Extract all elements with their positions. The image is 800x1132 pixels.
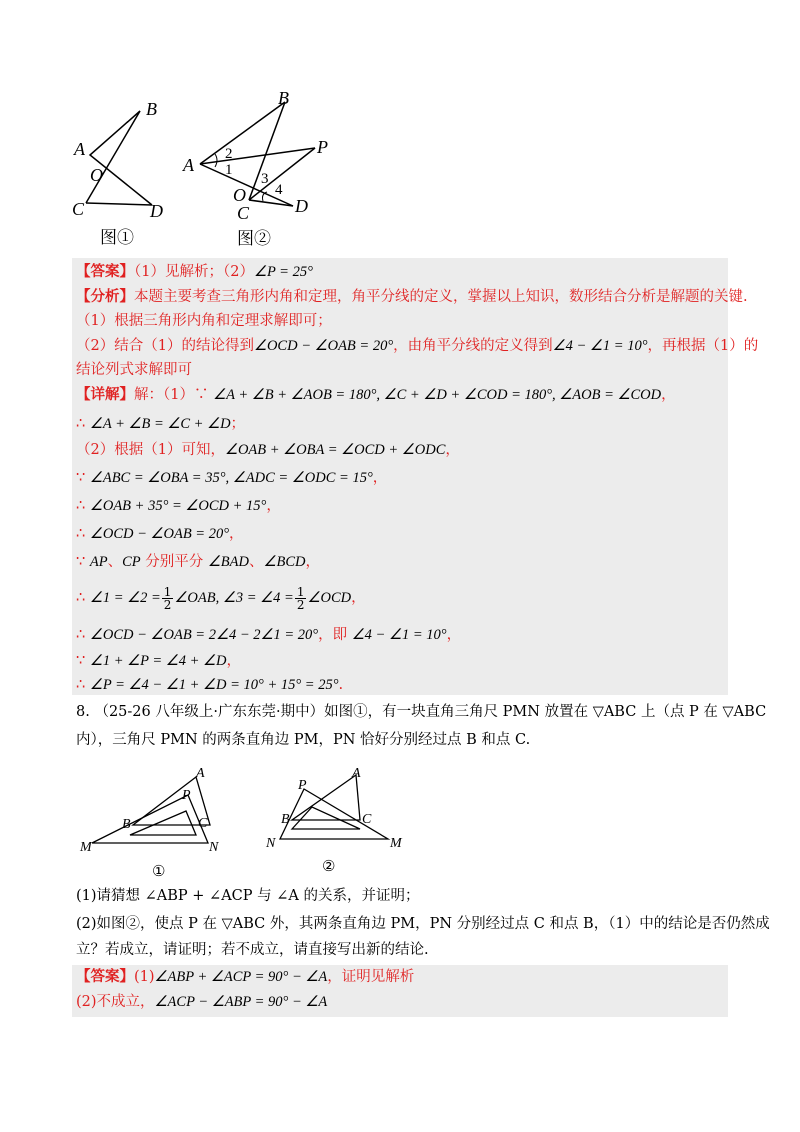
fig2-label-P: P — [317, 137, 328, 157]
detail-line-11: ∴ ∠P = ∠4 − ∠1 + ∠D = 10° + 15° = 25°. — [76, 677, 344, 693]
detail-line-1: 【详解】解：（1）∵ ∠A + ∠B + ∠AOB = 180°, ∠C + ∠D + ∠COD = 180°, ∠AOB = ∠COD， — [76, 386, 676, 403]
fig1-label-D: D — [150, 201, 163, 221]
q8-figure-2-drawing — [264, 765, 414, 875]
fig2-label-D: D — [295, 196, 308, 216]
q8f2-label-B: B — [281, 812, 290, 827]
question8-line2: 内），三角尺 PMN 的两条直角边 PM，PN 恰好分别经过点 B 和点 C. — [76, 732, 531, 748]
fig2-angle-1: 1 — [225, 162, 233, 178]
figure-2-top — [175, 88, 355, 253]
q8f1-label-B: B — [122, 817, 131, 832]
analysis-text: 本题主要考查三角形内角和定理，角平分线的定义，掌握以上知识，数形结合分析是解题的关键. — [134, 289, 748, 305]
q8f2-label-M: M — [390, 836, 402, 851]
q8f1-label-N: N — [209, 840, 219, 855]
detail-line-10: ∵ ∠1 + ∠P = ∠4 + ∠D， — [76, 653, 242, 669]
detail-line-7: ∵ AP、CP 分别平分 ∠BAD、∠BCD， — [76, 554, 320, 570]
q8-figure-2 — [264, 765, 414, 875]
q8-fig1-caption: ① — [152, 862, 166, 880]
detail-line-9: ∴ ∠OCD − ∠OAB = 2∠4 − 2∠1 = 20°，即 ∠4 − ∠1 = 10°， — [76, 627, 462, 643]
answer-tag: 【答案】 — [76, 263, 134, 280]
question8-part2a: (2)如图②，使点 P 在 ▽ABC 外，其两条直角边 PM，PN 分别经过点 C 和点 B，（1）中的结论是否仍然成 — [76, 916, 770, 932]
q8f2-label-C: C — [362, 812, 372, 827]
fraction-half-1: $\frac{1}{2}$ — [163, 584, 172, 612]
q8-figure-1-drawing — [78, 765, 228, 875]
question8-line1: 8. （25-26 八年级上·广东东莞·期中）如图①，有一块直角三角尺 PMN 放置在 ▽ABC 上（点 P 在 ▽ABC — [76, 704, 767, 720]
question8-part2b: 立？若成立，请证明；若不成立，请直接写出新的结论. — [76, 942, 429, 958]
fig2-label-B: B — [278, 88, 289, 108]
detail-line-8: ∴ ∠1 = ∠2 = $\frac{1}{2}$ ∠OAB, ∠3 = ∠4 = $\frac{1}{2}$ ∠OCD， — [76, 584, 366, 612]
detail-line-6: ∴ ∠OCD − ∠OAB = 20°， — [76, 526, 244, 542]
q8f1-label-C: C — [198, 816, 208, 831]
fig2-angle-3: 3 — [261, 171, 269, 187]
fig2-angle-4: 4 — [275, 182, 283, 198]
q8f2-label-N: N — [266, 836, 276, 851]
q8-answer-tag: 【答案】 — [76, 968, 134, 985]
q8f2-label-A: A — [352, 766, 361, 781]
q8f2-label-P: P — [298, 778, 307, 793]
question8-part1: (1)请猜想 ∠ABP + ∠ACP 与 ∠A 的关系，并证明； — [76, 888, 420, 904]
q8-answer-line1: 【答案】(1)∠ABP + ∠ACP = 90° − ∠A，证明见解析 — [76, 968, 415, 985]
q8f1-label-A: A — [196, 766, 205, 781]
fig2-label-O: O — [233, 185, 246, 205]
detail-line-3: （2）根据（1）可知，∠OAB + ∠OBA = ∠OCD + ∠ODC， — [76, 442, 460, 458]
fig1-caption: 图① — [100, 228, 134, 248]
analysis-part1: （1）根据三角形内角和定理求解即可； — [76, 313, 332, 329]
detail-line-2: ∴ ∠A + ∠B = ∠C + ∠D； — [76, 416, 246, 432]
detail-line-5: ∴ ∠OAB + 35° = ∠OCD + 15°， — [76, 498, 281, 514]
answer-line — [76, 263, 313, 281]
analysis-line — [76, 288, 748, 306]
q8f1-label-P: P — [182, 788, 191, 803]
fig2-angle-2: 2 — [225, 146, 233, 162]
analysis-part3: 结论列式求解即可 — [76, 362, 192, 378]
analysis-tag: 【分析】 — [76, 288, 134, 305]
fig1-label-O: O — [90, 165, 103, 185]
fig1-label-A: A — [74, 139, 85, 159]
q8-fig2-caption: ② — [322, 857, 336, 875]
fig2-caption: 图② — [237, 229, 271, 249]
q8-answer-line2: (2)不成立，∠ACP − ∠ABP = 90° − ∠A — [76, 994, 328, 1010]
fig2-label-C: C — [237, 203, 250, 223]
analysis-part2: （2）结合（1）的结论得到∠OCD − ∠OAB = 20°，由角平分线的定义得到∠4 − ∠1 = 10°，再根据（1）的 — [76, 338, 759, 354]
answer-math: ∠P = 25° — [253, 264, 313, 280]
fraction-half-2: $\frac{1}{2}$ — [296, 584, 305, 612]
fig2-label-A: A — [183, 155, 194, 175]
fig1-label-B: B — [146, 99, 157, 119]
detail-line-4: ∵ ∠ABC = ∠OBA = 35°, ∠ADC = ∠ODC = 15°， — [76, 470, 388, 486]
q8f1-label-M: M — [80, 840, 92, 855]
fig1-label-C: C — [72, 199, 85, 219]
detail-tag: 【详解】 — [76, 386, 134, 403]
figure-1-top — [60, 95, 190, 250]
answer-text: （1）见解析；（2） — [134, 264, 254, 280]
q8-figure-1 — [78, 765, 228, 875]
